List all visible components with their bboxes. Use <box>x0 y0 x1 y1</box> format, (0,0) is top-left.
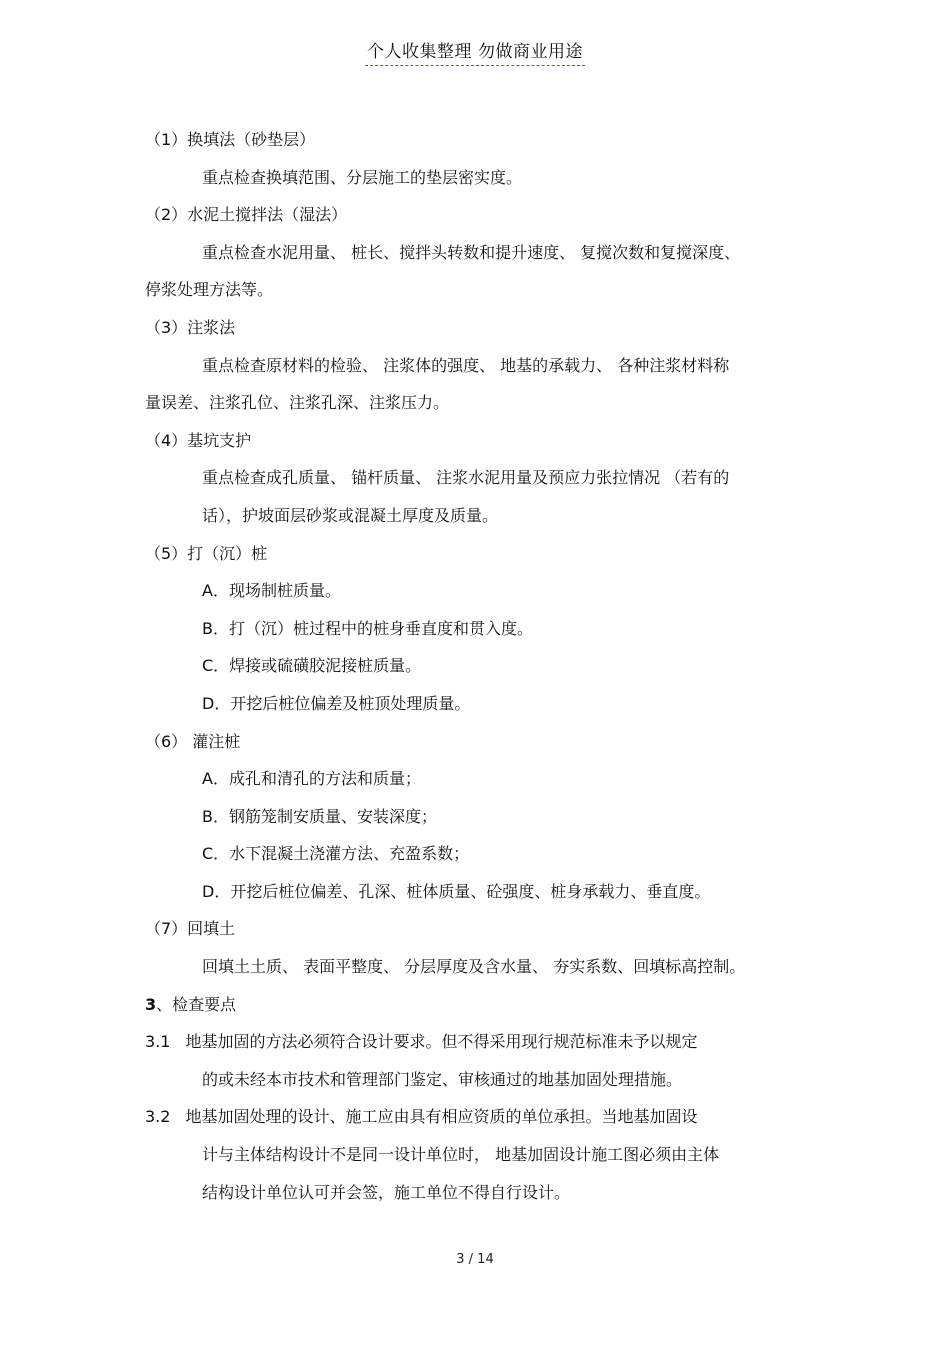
list-item: A．现场制桩质量。 <box>202 581 341 601</box>
page-number: 3 / 14 <box>456 1252 494 1267</box>
list-item: C．水下混凝土浇灌方法、充盈系数； <box>202 844 470 864</box>
section-heading <box>145 986 825 1024</box>
item-number: 3.1 <box>145 1032 171 1052</box>
list-item: A．成孔和清孔的方法和质量； <box>202 769 421 789</box>
document-body <box>145 121 825 1211</box>
list-item: B．打（沉）桩过程中的桩身垂直度和贯入度。 <box>202 618 533 638</box>
list-item: B．钢筋笼制安质量、安装深度； <box>202 806 437 826</box>
paragraph-line: 重点检查换填范围、分层施工的垫层密实度。 <box>202 167 523 187</box>
page-header <box>0 40 950 66</box>
item-text: 地基加固处理的设计、施工应由具有相应资质的单位承担。当地基加固设 <box>185 1107 698 1127</box>
header-title: 个人收集整理 勿做商业用途 <box>365 40 585 66</box>
item-continuation: 的或未经本市技术和管理部门鉴定、审核通过的地基加固处理措施。 <box>202 1069 683 1089</box>
paragraph-line: （2）水泥土搅拌法（湿法） <box>145 205 348 225</box>
numbered-item <box>145 1098 825 1136</box>
paragraph-line: 重点检查水泥用量、 桩长、搅拌头转数和提升速度、 复搅次数和复搅深度、 <box>202 242 741 262</box>
paragraph-line: （5）打（沉）桩 <box>145 543 268 563</box>
paragraph-line: 回填土土质、 表面平整度、 分层厚度及含水量、 夯实系数、回填标高控制。 <box>202 957 746 977</box>
section-number: 3 <box>145 994 157 1014</box>
list-item: D．开挖后桩位偏差、孔深、桩体质量、砼强度、桩身承载力、垂直度。 <box>202 881 711 901</box>
paragraph-line: （6） 灌注桩 <box>145 731 241 751</box>
item-continuation: 计与主体结构设计不是同一设计单位时， 地基加固设计施工图必须由主体 <box>202 1145 720 1165</box>
item-number: 3.2 <box>145 1107 171 1127</box>
item-continuation: 结构设计单位认可并会签，施工单位不得自行设计。 <box>202 1182 571 1202</box>
paragraph-line: （7）回填土 <box>145 919 236 939</box>
paragraph-line: 话），护坡面层砂浆或混凝土厚度及质量。 <box>202 505 499 525</box>
list-item: D．开挖后桩位偏差及桩顶处理质量。 <box>202 693 471 713</box>
list-item: C．焊接或硫磺胶泥接桩质量。 <box>202 656 422 676</box>
paragraph-line: （3）注浆法 <box>145 317 236 337</box>
paragraph-line: 量误差、注浆孔位、注浆孔深、注浆压力。 <box>145 393 450 413</box>
paragraph-line: 停浆处理方法等。 <box>145 280 274 300</box>
paragraph-line: （1）换填法（砂垫层） <box>145 130 316 149</box>
paragraph-line: （4）基坑支护 <box>145 430 252 450</box>
paragraph-line: 重点检查原材料的检验、 注浆体的强度、 地基的承载力、 各种注浆材料称 <box>202 355 730 375</box>
item-text: 地基加固的方法必须符合设计要求。但不得采用现行规范标准未予以规定 <box>185 1032 698 1052</box>
section-title: 、检查要点 <box>156 994 237 1014</box>
paragraph-line: 重点检查成孔质量、 锚杆质量、 注浆水泥用量及预应力张拉情况 （若有的 <box>202 468 730 488</box>
numbered-item <box>145 1023 825 1061</box>
